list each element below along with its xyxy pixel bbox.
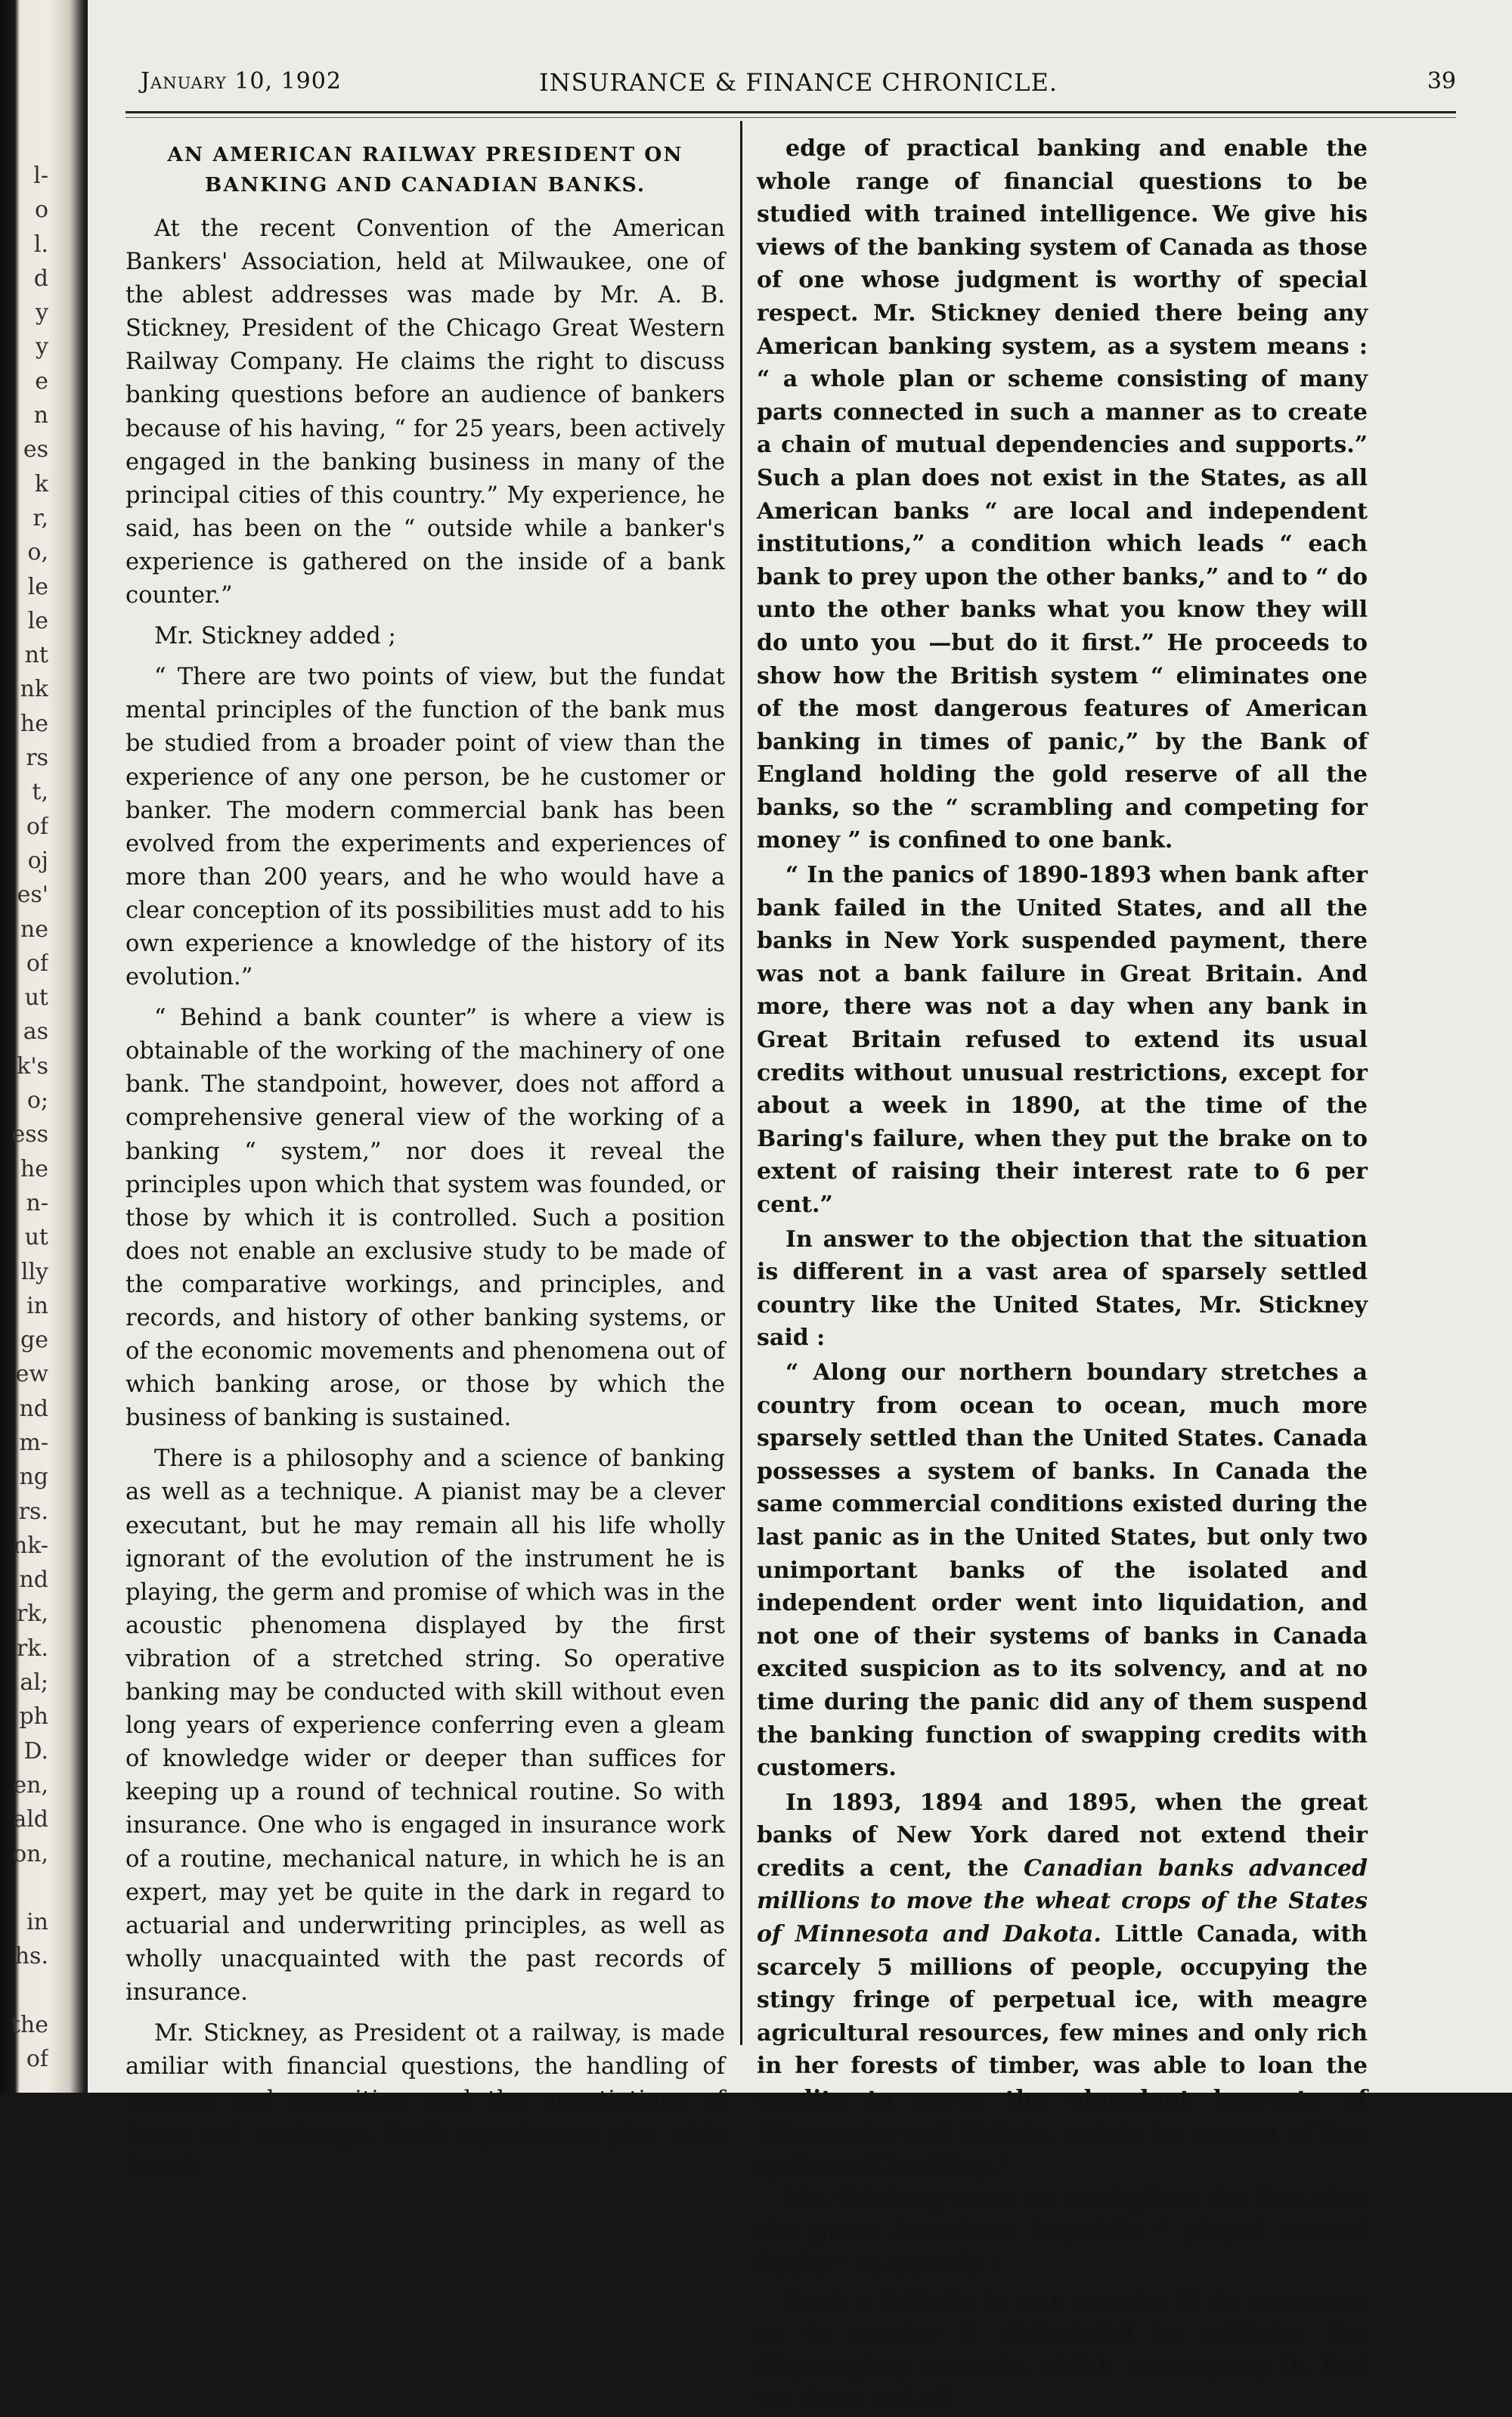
edge-fragment: ph [19,1703,48,1731]
edge-fragment: in [26,1909,48,1936]
newspaper-page [88,0,1512,2412]
edge-fragment: the [11,2012,48,2039]
left-column [125,132,725,2191]
paragraph: “ In the panics of 1890-1893 when bank after bank failed in the United States, and all the banks in New York suspended payment, there was not a bank failure in Great Britain. And more, there was not a day when any bank in Great Britain refused to extend its usual credits without unusual restrictions, except for about a week in 1890, at the time of the Baring's failure, when they put the brake on to extent of raising their interest rate to 6 per cent.” [757,862,1368,1218]
paragraph: Mr. Stickney added ; [154,623,396,650]
header-rule-thin [125,117,1456,118]
edge-fragment: y [36,333,48,361]
article-title: AN AMERICAN RAILWAY PRESIDENT ON BANKING AND CANADIAN BANKS. [167,143,683,197]
edge-fragment: d [33,265,48,292]
edge-fragment: nd [19,1395,48,1422]
edge-fragment: n- [26,1189,48,1216]
edge-fragment: es [23,436,48,463]
paragraph: “ There are two points of view, but the fundat mental principles of the function of the bank mus be studied from a broader point of view than the experience of any one person, be he customer or banker. The modern commercial bank has been evolved from the experiments and experiences of more than 200 years, and he who would have a clear conception of its possibilities must add to his own experience a knowledge of the history of its evolution.” [125,664,725,991]
edge-fragment: r, [33,504,48,531]
edge-fragment: o; [26,1087,48,1114]
edge-fragment: ut [24,984,48,1012]
right-column [757,132,1368,2417]
paragraph: Mr. Stickney went on to deplore the fact that the great American Republic “ played second fiddle ” to Canada ! [757,2186,1368,2279]
edge-fragment: rk. [16,1635,48,1662]
edge-fragment: of [26,950,48,977]
paragraph: “ Along our northern boundary stretches a country from ocean to ocean, much more sparsely settled than the United States. Canada possesses a system of banks. In Canada the same commercial conditions existed during the last panic as in the United States, but only two unimportant banks of the isolated and independent order went into liquidation, and not one of their systems of banks in Canada excited suspicion as to its solvency, and at no time during the panic did any of them suspend the banking function of swapping credits with customers. [757,1359,1368,1782]
edge-fragment: of [26,2046,48,2073]
edge-fragment: l. [33,231,48,258]
edge-fragment: he [20,1155,48,1182]
header-date: January 10, 1902 [141,68,342,95]
edge-fragment [0,1974,48,2008]
paragraph: There is a philosophy and a science of banking as well as a technique. A pianist may be a clever executant, but he may remain all his life wholly ignorant of the evolution of the instrument he is playing, the germ and promise of which was in the acoustic phenomena displayed by the first vibration of a stretched string. So operative banking may be conducted with skill without even long years of experience conferring even a gleam of knowledge wider or deeper than suffices for keeping up a round of technical routine. So with insurance. One who is engaged in insurance work of a routine, mechanical nature, in which he is an expert, may yet be quite in the dark in regard to actuarial and underwriting principles, as well as wholly unacquainted with the past records of insurance. [125,1446,725,2006]
edge-fragment: ess [11,1121,48,1148]
edge-fragment: k's [17,1052,48,1080]
edge-fragment: le [27,573,48,600]
paragraph: Mr. Stickney, as President ot a railway, is made amiliar with financial questions, the handling of moneys and securities, and the negotiations of loans and exchange. Such experiences give wide knowl- [125,2019,725,2180]
edge-fragment: as [23,1018,48,1046]
edge-fragment: l- [33,163,48,189]
column-divider [740,121,742,2045]
edge-fragment: in [26,1292,48,1319]
edge-fragment: ew [15,1361,48,1388]
edge-fragment: al; [20,1669,48,1697]
paragraph [757,1786,1368,2182]
paragraph: “ Behind a bank counter” is where a view is obtainable of the working of the machinery of one bank. The standpoint, however, does not afford a comprehensive general view of the working of a banking “ system,” nor does it reveal the principles upon which that system was founded, or those by which it is controlled. Such a position does not enable an exclusive study to be made of the comparative workings, and principles, and records, and history of other banking systems, or of the economic movements and phenomena out of which banking arose, or those by which the business of banking is sustained. [125,1005,725,1432]
edge-fragment: on, [13,1840,48,1867]
edge-fragment: nk- [12,1532,48,1559]
edge-fragment: o [34,197,48,224]
edge-fragment: hs. [14,1943,48,1970]
edge-fragment: en, [13,1771,48,1799]
edge-fragment: y [36,299,48,327]
edge-fragment: n [33,402,48,429]
edge-fragment: k [34,470,48,497]
edge-fragment: ut [24,1224,48,1251]
edge-fragment: ne [20,916,48,943]
edge-fragment: he [20,710,48,737]
edge-fragment: ald [13,1806,48,1833]
edge-fragment: le [27,607,48,634]
edge-fragment: o, [27,539,48,566]
paragraph: In answer to the objection that the situation is different in a vast area of sparsely settled country like the United States, Mr. Stickney said : [757,1226,1368,1352]
italic-emphasis: Canadian banks advanced millions to move the wheat crops of the States of Minnesota and Dakota. [757,1855,1368,1948]
edge-fragment: ge [20,1327,48,1354]
header-rule [125,111,1456,113]
edge-fragment: ng [19,1464,48,1491]
text-run: Little Canada, with scarcely 5 millions of people, occupying the stingy fringe of perpetual ice, with meagre agricultural resources, few mines and only rich in her forests of timber, was able to loan the credits to move the abundant harvests of Minnesota and Dakota, solely by reason of her system of banking.” [757,1921,1368,2179]
edge-fragment: nd [19,1566,48,1594]
edge-fragment [0,1871,48,1905]
edge-fragment: rk, [16,1600,48,1628]
edge-fragment: nt [24,642,48,669]
edge-fragment: D. [23,1737,48,1765]
paragraph: edge of practical banking and enable the whole range of financial questions to be studied with trained intelligence. We give his views of the banking system of Canada as those of one whose judgment is worthy of special respect. Mr. Stickney denied there being any American banking system, as a system means : “ a whole plan or scheme consisting of many parts connected in such a manner as to create a chain of mutual dependencies and supports.” Such a plan does not exist in the States, as all American banks “ are local and independent institutions,” a condition which leads “ each bank to prey upon the other banks,” and to “ do unto the other banks what you know they will do unto you —but do it first.” He proceeds to show how the British system “ eliminates one of the most dangerous features of American banking in times of panic,” by the Bank of England holding the gold reserve of all the banks, so the “ scrambling and competing for money ” is confined to one bank. [757,135,1368,854]
edge-fragment: rs [26,745,48,772]
edge-fragment: oj [27,847,48,874]
edge-fragment: es' [17,882,48,909]
publication-title: INSURANCE & FINANCE CHRONICLE. [539,68,1058,97]
running-header [141,68,1456,107]
edge-fragment: rs. [18,1498,48,1525]
edge-fragment: nk [20,676,48,703]
paragraph: Such a tribute to our country is so generous as to render it distasteful to criticize the disparaging remarks which accompany it. But we do so out of [757,2286,1368,2412]
edge-fragment: lly [20,1258,48,1285]
edge-fragment: of [26,813,48,840]
edge-fragment: e [35,367,48,395]
page-number: 39 [1427,68,1456,95]
edge-fragment: m- [19,1429,48,1456]
text-run: In 1893, 1894 and 1895, when the great banks of New York dared not extend their credits a cent, the [757,1789,1368,1882]
paragraph: At the recent Convention of the American Bankers' Association, held at Milwaukee, one of the ablest addresses was made by Mr. A. B. Stickney, President of the Chicago Great Western Railway Company. He claims the right to discuss banking questions before an audience of bankers because of his having, “ for 25 years, been actively engaged in the banking business in many of the principal cities of this country.” My experience, he said, has been on the “ outside while a banker's experience is gathered on the inside of a bank counter.” [125,215,725,609]
edge-fragment: t, [32,779,48,806]
previous-page-edge [0,159,48,2077]
